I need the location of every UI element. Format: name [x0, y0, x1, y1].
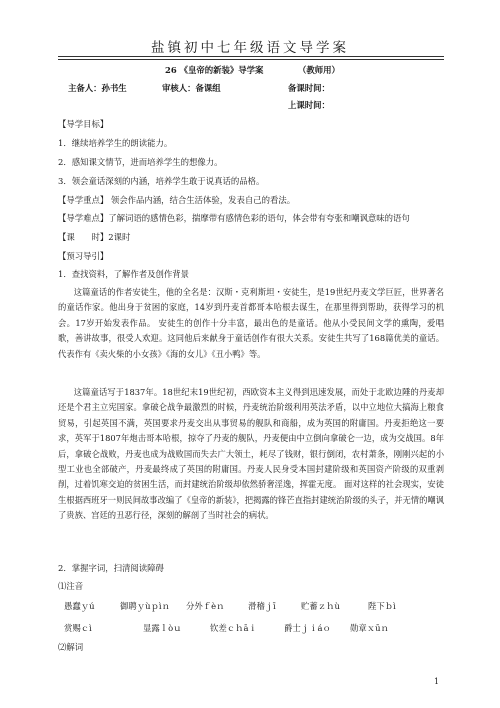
lesson-title: 26 《皇帝的新装》导学案: [165, 65, 264, 75]
goals-heading: 【导学目标】: [58, 119, 109, 129]
phonetic-entry: 愚蠢ｙú: [64, 601, 95, 611]
phonetic-entry: 爵士ｊｉáｏ: [284, 623, 331, 633]
class-hours: 【课 时】2课时: [58, 232, 131, 242]
background-paragraph: 这篇童话写于1837年。18世纪末19世纪初，西欧资本主义得到迅速发展，而处于北欧边陲的丹麦却还是个君主立宪国家。拿破仑战争最激烈的时候，丹麦统治阶级利用英法矛盾，以中立地位大搞海上粮食贸易，引起英国不满，英国要求丹麦交出从事贸易的舰队和商船，成为英国的附庸国。丹麦拒绝这一要求，英军于1807年炮击哥本哈根，掠夺了丹麦的舰队，丹麦便由中立倒向拿破仑一边，成为交战国。8年后，拿破仑战败，丹麦也成为战败国而失去广大领土，耗尽了钱财，银行倒闭，农村萧条，刚刚兴起的小型工业也全部破产，丹麦最终成了英国的附庸国。丹麦人民身受本国封建阶级和英国资产阶级的双重剥削，过着饥寒交迫的贫困生活，而封建统治阶级却依然骄奢淫逸，挥霍无度。 面对这样的社会现实，安徒生根据西班牙一则民间故事改编了《皇帝的新装》，把揭露的锋芒直指封建统治阶级的头子，并无情的嘲讽了贵族、宫廷的丑恶行径，深刻的解剖了当时社会的病状。: [58, 387, 444, 521]
goal-item-1: 1．继续培养学生的朗读能力。: [58, 138, 173, 148]
goal-item-3: 3．领会童话深刻的内涵，培养学生敢于说真话的品格。: [58, 176, 265, 186]
lesson-edition: （教师用）: [298, 65, 340, 75]
explain-heading: ⑵解词: [58, 642, 84, 652]
phonetic-row: [58, 600, 444, 614]
phonetic-entry: 御聘ｙùｐìｎ: [120, 601, 170, 611]
header-rule: [58, 59, 444, 60]
page-number: 1: [434, 677, 440, 686]
phonetic-entry: 勋章ｘūｎ: [350, 623, 389, 633]
preview-heading: 【预习导引】: [58, 251, 109, 261]
phonetic-entry: 滑稽ｊī: [248, 601, 276, 611]
phonetic-entry: 显露ｌòｕ: [143, 623, 182, 633]
header-rule: [58, 56, 444, 57]
phonetic-entry: 陛下ｂì: [368, 601, 396, 611]
author-paragraph: 这篇童话的作者安徒生，他的全名是：汉斯・克利斯坦・安徒生，是19世纪丹麦文学巨匠，世界著名的童话作家。他出身于贫困的家庭，14岁到丹麦首都哥本哈根去谋生，在那里得到帮助，获得学习的机会。17岁开始发表作品。 安徒生的创作十分丰富，最出色的是童话。他从小受民间文学的熏陶，爱唱歌，善讲故事，很受人欢迎。这同他后来献身于童话创作有很大关系。安徒生共写了168篇优美的童话。代表作有《卖火柴的小女孩》《海的女儿》《丑小鸭》等。: [58, 287, 444, 359]
preview-step-1: 1．查找资料，了解作者及创作背景: [58, 269, 189, 279]
page-header-title: 盐镇初中七年级语文导学案: [151, 40, 349, 56]
difficulty: 【导学难点】了解词语的感情色彩，揣摩带有感情色彩的语句，体会带有夸张和嘲讽意味的语句: [58, 213, 410, 223]
phonetic-entry: 分外ｆèｎ: [186, 601, 225, 611]
phonetic-entry: 贮蓄ｚｈù: [301, 601, 340, 611]
reviewer-label: 审核人：备课组: [162, 83, 221, 93]
editor-label: 主备人：孙书生: [68, 83, 127, 93]
phonetic-entry: 钦差ｃｈāｉ: [210, 623, 257, 633]
goal-item-2: 2．感知课文情节，进而培养学生的想像力。: [58, 157, 223, 167]
phonetic-row: [58, 622, 444, 636]
phonetic-entry: 赏赐ｃì: [64, 623, 92, 633]
class-time-label: 上课时间：: [288, 100, 330, 110]
preview-step-2: 2．掌握字词，扫清阅读障碍: [58, 563, 164, 573]
phonetic-heading: ⑴注音: [58, 581, 84, 591]
prep-time-label: 备课时间：: [288, 83, 330, 93]
key-point: 【导学重点】 领会作品内涵，结合生活体验，发表自己的看法。: [58, 195, 296, 205]
